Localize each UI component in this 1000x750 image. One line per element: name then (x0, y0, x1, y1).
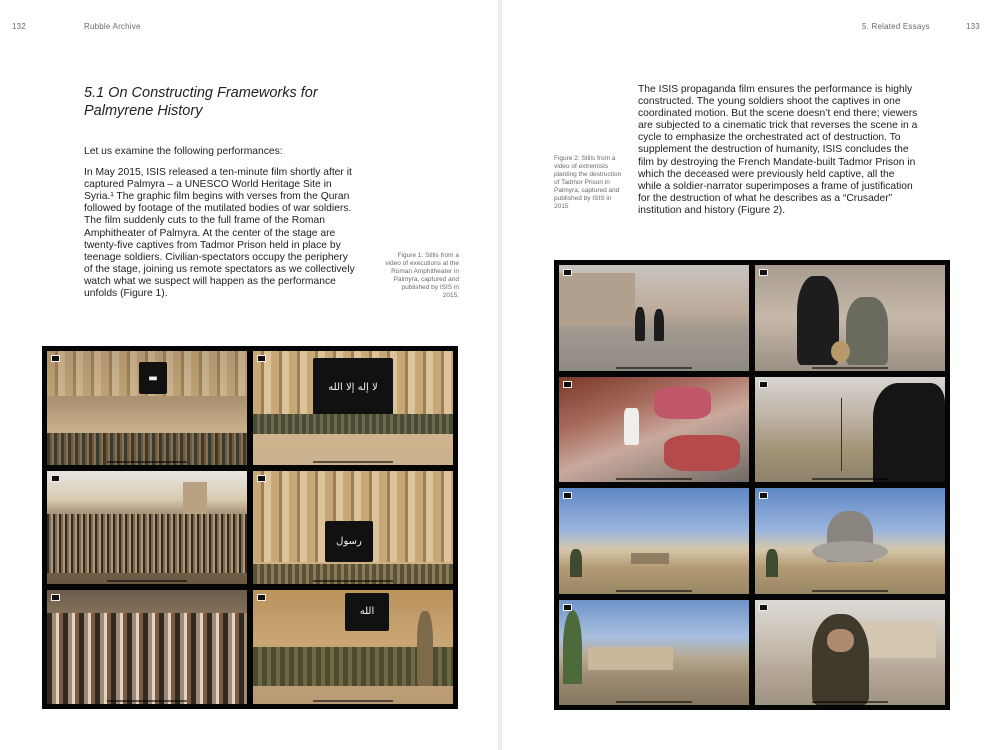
running-head-left: Rubble Archive (84, 22, 141, 31)
figure-1-stills-grid (42, 346, 458, 709)
prison-ruins-still (559, 600, 749, 706)
prison-explosion-still (755, 488, 945, 594)
left-body-text (84, 146, 356, 309)
soldier-detonator-still (755, 377, 945, 483)
amphitheater-seating-crowd-still (47, 471, 247, 585)
page-number-right: 133 (966, 22, 980, 31)
page-number-left: 132 (12, 22, 26, 31)
prison-interior-debris-still (559, 377, 749, 483)
left-page (0, 0, 498, 750)
analysis-paragraph: The ISIS propaganda film ensures the performance is highly constructed. The young soldiers shoot the captives in one coordinated motion. But the scene doesn’t end there; viewers are subjected to a cinematic trick that reverses the scene in a cycle to emphasize the orchestrated act of destruction. To supplement the destruction of humanity, ISIS concludes the film by destroying the French Mandate-built Tadmor Prison in which the deceased were previously held captive, all the while a soldier-narrator superimposes a frame of justification for the destruction of what he describes as a “Crusader” institution and history (Figure 2). (638, 84, 918, 216)
amphitheater-crowd-still: ▬ (47, 351, 247, 465)
main-paragraph: In May 2015, ISIS released a ten-minute film shortly after it captured Palmyra – a UNESCO World Heritage Site in Syria.¹ The graphic film begins with verses from the Quran followed by footage of the mutilated bodies of war soldiers. The film suddenly cuts to the full frame of the Roman Amphitheater of Palmyra. At the center of the stage are twenty-five captives from Tadmor Prison held in place by teenage soldiers. Civilian-spectators occupy the periphery of the stage, joining us remote spectators as we collectively watch what we suspect will happen as the performance unfolds (Figure 1). (84, 167, 355, 300)
soldier-narrator-still (755, 600, 945, 706)
stage-columns-banner-still: رسول (253, 471, 453, 585)
right-page (502, 0, 1000, 750)
chapter-title: 5.1 On Constructing Frameworks for Palmyrene History (84, 85, 318, 119)
intro-paragraph: Let us examine the following performances: (84, 146, 283, 157)
figure-1-caption: Figure 1: Stills from a video of executions at the Roman Amphitheater in Palmyra, captured and published by ISIS in 2015. (385, 252, 459, 299)
captives-lineup-banner-still: لا إله إلا الله (253, 351, 453, 465)
prison-landscape-still (559, 488, 749, 594)
right-body-text (638, 84, 920, 226)
prison-street-walkers-still (559, 265, 749, 371)
figure-2-caption: Figure 2: Stills from a video of extremists planting the destruction of Tadmor Prison in Palmyra, captured and published by ISIS in 2015 (554, 155, 622, 210)
planting-explosives-still (755, 265, 945, 371)
figure-2-stills-grid (554, 260, 950, 710)
civilian-spectators-still (47, 590, 247, 704)
kneeling-captives-still: الله (253, 590, 453, 704)
running-head-right: 5. Related Essays (862, 22, 930, 31)
